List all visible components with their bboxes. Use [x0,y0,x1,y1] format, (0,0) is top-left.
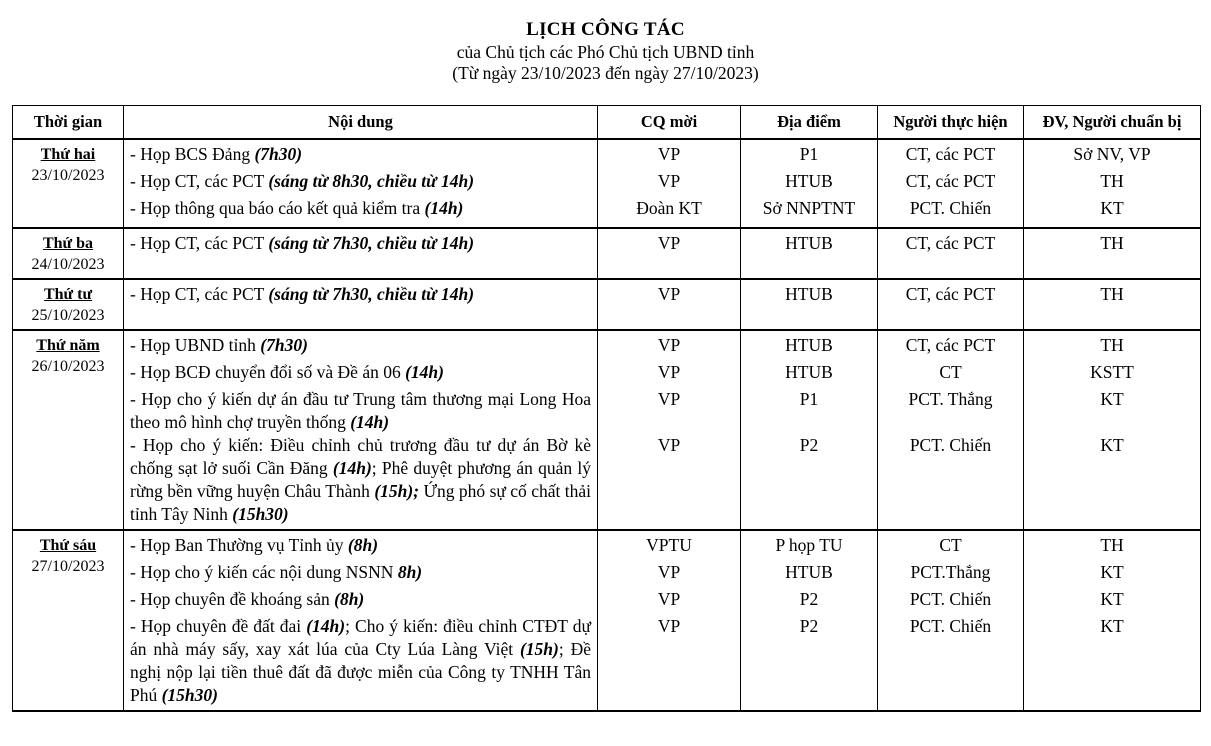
day-date: 25/10/2023 [31,307,105,324]
location-value: HTUB [785,362,833,382]
performer-value: CT [939,362,962,382]
performer-cell [878,330,1024,530]
inviting-agency-value: VPTU [646,535,692,555]
item-time: (15h) [519,639,559,659]
item-time: 8h) [397,562,423,582]
day-cell [13,530,124,711]
inviting-agency-value: VP [657,589,681,609]
inviting-agency-cell [598,279,741,330]
schedule-item [124,561,597,588]
item-text: ; Cho ý kiến: điều chỉnh CTĐT dự án nhà máy sấy, xay xát lúa của Cty Lúa Làng Việt [130,616,591,659]
location-value: HTUB [785,284,833,304]
preparer-value: KT [1100,616,1124,636]
inviting-agency-cell [598,330,741,530]
column-header-content: Nội dung [124,106,598,140]
preparer-cell [1024,330,1201,530]
location-value: HTUB [785,233,833,253]
schedule-item [124,197,597,224]
content-cell [124,228,598,279]
content-cell [124,139,598,228]
item-text: ; Đề nghị nộp lại tiền thuê đất đã được miễn của Công ty TNHH Tân Phú [130,639,591,705]
day-row [13,279,1201,330]
item-text: - Họp thông qua báo cáo kết quả kiểm tra [130,198,425,218]
day-cell [13,330,124,530]
item-time: (15h30) [232,504,289,524]
preparer-value: KSTT [1090,362,1134,382]
preparer-value: Sở NV, VP [1073,144,1151,164]
column-header-preparer: ĐV, Người chuẩn bị [1024,106,1201,140]
column-header-time: Thời gian [13,106,124,140]
inviting-agency-value: VP [657,389,681,409]
item-text: - Họp cho ý kiến dự án đầu tư Trung tâm thương mại Long Hoa theo mô hình chợ truyền thống [130,389,591,432]
location-value: P1 [799,144,819,164]
item-text: - Họp chuyên đề khoáng sản [130,589,335,609]
performer-cell [878,228,1024,279]
performer-value: CT, các PCT [905,335,996,355]
document-header [0,0,1211,84]
preparer-value: KT [1100,389,1124,409]
preparer-value: TH [1100,335,1124,355]
inviting-agency-value: Đoàn KT [636,198,702,218]
schedule-item [124,170,597,197]
location-cell [741,530,878,711]
table-header-row [13,106,1201,140]
location-value: P2 [799,435,819,455]
content-cell [124,279,598,330]
performer-value: CT, các PCT [905,284,996,304]
preparer-value: TH [1100,171,1124,191]
schedule-item [124,361,597,388]
document-title: LỊCH CÔNG TÁC [526,19,685,40]
item-text: - Họp cho ý kiến các nội dung NSNN [130,562,398,582]
preparer-cell [1024,530,1201,711]
preparer-value: TH [1100,535,1124,555]
item-time: (14h) [424,198,464,218]
day-name: Thứ sáu [39,537,97,554]
item-time: (sáng từ 7h30, chiều từ 14h) [268,233,475,253]
schedule-item [124,232,597,259]
item-text: Ứng phó sự cố chất thải tỉnh Tây Ninh [130,481,591,524]
column-header-location: Địa điểm [741,106,878,140]
performer-value: PCT. Chiến [909,616,992,636]
inviting-agency-value: VP [657,233,681,253]
location-value: P1 [799,389,819,409]
performer-cell [878,139,1024,228]
location-value: HTUB [785,171,833,191]
item-time: (14h) [306,616,346,636]
location-cell [741,228,878,279]
inviting-agency-cell [598,228,741,279]
item-text: - Họp BCĐ chuyển đổi số và Đề án 06 [130,362,406,382]
location-cell [741,139,878,228]
day-date: 27/10/2023 [31,558,105,575]
location-value: Sở NNPTNT [762,198,856,218]
preparer-value: KT [1100,198,1124,218]
item-time: (sáng từ 8h30, chiều từ 14h) [268,171,475,191]
day-row [13,228,1201,279]
performer-value: PCT. Chiến [909,589,992,609]
item-time: (14h) [332,458,372,478]
day-date: 24/10/2023 [31,256,105,273]
location-cell [741,330,878,530]
item-text: - Họp cho ý kiến: Điều chỉnh chủ trương đầu tư dự án Bờ kè chống sạt lở suối Cần Đăng [130,435,591,478]
day-name: Thứ năm [36,337,100,354]
day-name: Thứ ba [42,235,94,252]
day-cell [13,228,124,279]
day-row [13,330,1201,530]
day-name: Thứ hai [40,146,96,163]
item-text: - Họp Ban Thường vụ Tỉnh ủy [130,535,348,555]
performer-cell [878,530,1024,711]
location-value: P2 [799,616,819,636]
schedule-item [124,143,597,170]
item-time: (14h) [405,362,444,382]
day-row [13,139,1201,228]
column-header-performer: Người thực hiện [878,106,1024,140]
preparer-value: TH [1100,233,1124,253]
inviting-agency-cell [598,139,741,228]
item-time: (7h30) [260,335,308,355]
day-date: 23/10/2023 [31,167,105,184]
inviting-agency-cell [598,530,741,711]
performer-value: CT, các PCT [905,171,996,191]
day-row [13,530,1201,711]
performer-value: PCT. Chiến [909,198,992,218]
performer-value: CT, các PCT [905,233,996,253]
preparer-value: KT [1100,562,1124,582]
schedule-item [124,615,597,707]
performer-value: CT, các PCT [905,144,996,164]
day-cell [13,139,124,228]
preparer-cell [1024,279,1201,330]
inviting-agency-value: VP [657,144,681,164]
item-time: (8h) [334,589,365,609]
inviting-agency-value: VP [657,284,681,304]
preparer-value: KT [1100,435,1124,455]
location-value: P2 [799,589,819,609]
item-text: - Họp CT, các PCT [130,284,269,304]
schedule-item [124,534,597,561]
preparer-cell [1024,228,1201,279]
item-time: (15h30) [161,685,218,705]
preparer-cell [1024,139,1201,228]
item-text: ; Phê duyệt phương án quản lý rừng bền vững huyện Châu Thành [130,458,591,501]
item-time: (sáng từ 7h30, chiều từ 14h) [268,284,475,304]
item-text: - Họp BCS Đảng [130,144,255,164]
performer-value: PCT. Thắng [908,389,993,409]
inviting-agency-value: VP [657,362,681,382]
schedule-body [13,139,1201,711]
day-name: Thứ tư [43,286,93,303]
location-value: P họp TU [775,535,843,555]
performer-value: CT [939,535,962,555]
day-cell [13,279,124,330]
schedule-item [124,588,597,615]
item-text: - Họp CT, các PCT [130,233,269,253]
inviting-agency-value: VP [657,435,681,455]
schedule-item [124,388,597,434]
location-cell [741,279,878,330]
item-time: (8h) [347,535,379,555]
preparer-value: KT [1100,589,1124,609]
location-value: HTUB [785,562,833,582]
schedule-item [124,283,597,310]
performer-value: PCT. Chiến [909,435,992,455]
column-header-inviting-agency: CQ mời [598,106,741,140]
inviting-agency-value: VP [657,616,681,636]
schedule-item [124,334,597,361]
schedule-table [12,105,1201,712]
document-subtitle: của Chủ tịch các Phó Chủ tịch UBND tỉnh [456,42,755,62]
performer-value: PCT.Thắng [910,562,991,582]
schedule-item [124,434,597,526]
item-time: (15h); [374,481,420,501]
item-time: (7h30) [254,144,303,164]
inviting-agency-value: VP [657,562,681,582]
day-date: 26/10/2023 [31,358,105,375]
item-text: - Họp chuyên đề đất đai [130,616,307,636]
performer-cell [878,279,1024,330]
content-cell [124,530,598,711]
item-text: - Họp UBND tỉnh [130,335,261,355]
document-period: (Từ ngày 23/10/2023 đến ngày 27/10/2023) [452,63,759,83]
location-value: HTUB [785,335,833,355]
preparer-value: TH [1100,284,1124,304]
item-time: (14h) [350,412,390,432]
item-text: - Họp CT, các PCT [130,171,269,191]
inviting-agency-value: VP [657,335,681,355]
inviting-agency-value: VP [657,171,681,191]
content-cell [124,330,598,530]
